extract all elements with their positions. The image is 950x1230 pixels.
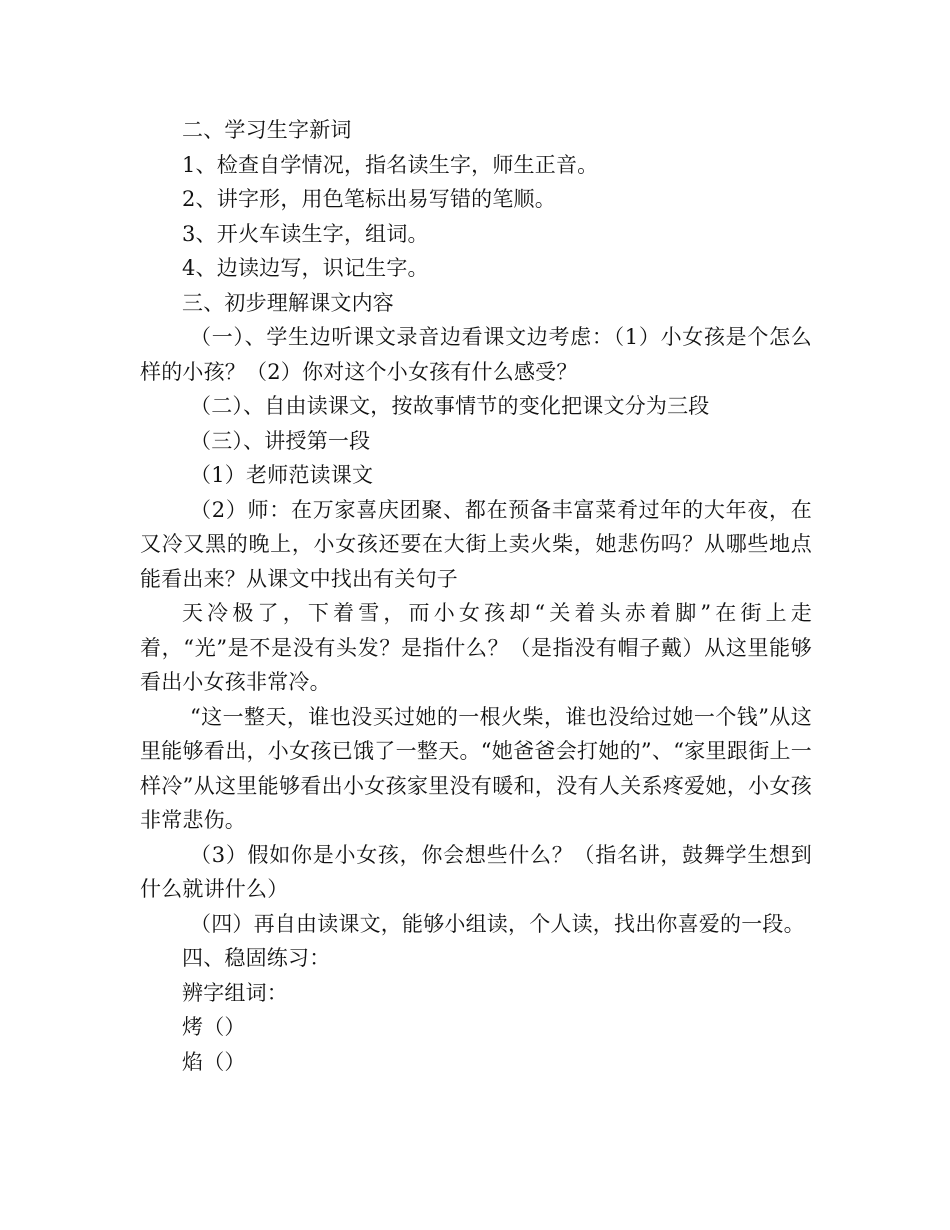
body-paragraph: （三）、讲授第一段 (190, 428, 371, 453)
list-item: 4、边读边写，识记生字。 (182, 256, 429, 280)
section-heading-understand-text: 三、初步理解课文内容 (182, 290, 394, 315)
body-paragraph: （二）、自由读课文，按故事情节的变化把课文分为三段 (190, 394, 710, 418)
section-heading-study-new-words: 二、学习生字新词 (182, 118, 352, 142)
body-paragraph: （1）老师范读课文 (190, 463, 374, 487)
body-paragraph: （3）假如你是小女孩，你会想些什么？（指名讲，鼓舞学生想到什么就讲什么） (140, 842, 812, 901)
exercise-item: 烤（） (182, 1015, 246, 1039)
body-paragraph: 天冷极了，下着雪，而小女孩却“关着头赤着脚”在街上走着，“光”是不是没有头发？是指什么？（是指没有帽子戴）从这里能够看出小女孩非常冷。 (140, 601, 812, 694)
section-heading-practice: 四、稳固练习： (182, 946, 331, 970)
list-item: 2、讲字形，用色笔标出易写错的笔顺。 (182, 187, 556, 211)
list-item: 1、检查自学情况，指名读生字，师生正音。 (182, 152, 599, 177)
exercise-item: 焰（） (182, 1049, 246, 1074)
document-body (140, 113, 812, 1079)
body-paragraph: （四）再自由读课文，能够小组读，个人读，找出你喜爱的一段。 (190, 911, 805, 936)
exercise-label: 辨字组词： (182, 980, 288, 1005)
body-paragraph: （一）、学生边听课文录音边看课文边考虑：（1）小女孩是个怎么样的小孩？（2）你对这个小女孩有什么感受？ (140, 325, 812, 384)
body-paragraph: （2）师：在万家喜庆团聚、都在预备丰富菜肴过年的大年夜，在又冷又黑的晚上，小女孩还要在大街上卖火柴，她悲伤吗？从哪些地点能看出来？从课文中找出有关句子 (140, 497, 812, 591)
list-item: 3、开火车读生字，组词。 (182, 221, 429, 246)
body-paragraph: “这一整天，谁也没买过她的一根火柴，谁也没给过她一个钱”从这里能够看出，小女孩已饿了一整天。“她爸爸会打她的”、“家里跟街上一样冷”从这里能够看出小女孩家里没有暖和，没有人关系疼爱她，小女孩非常悲伤。 (140, 704, 812, 832)
